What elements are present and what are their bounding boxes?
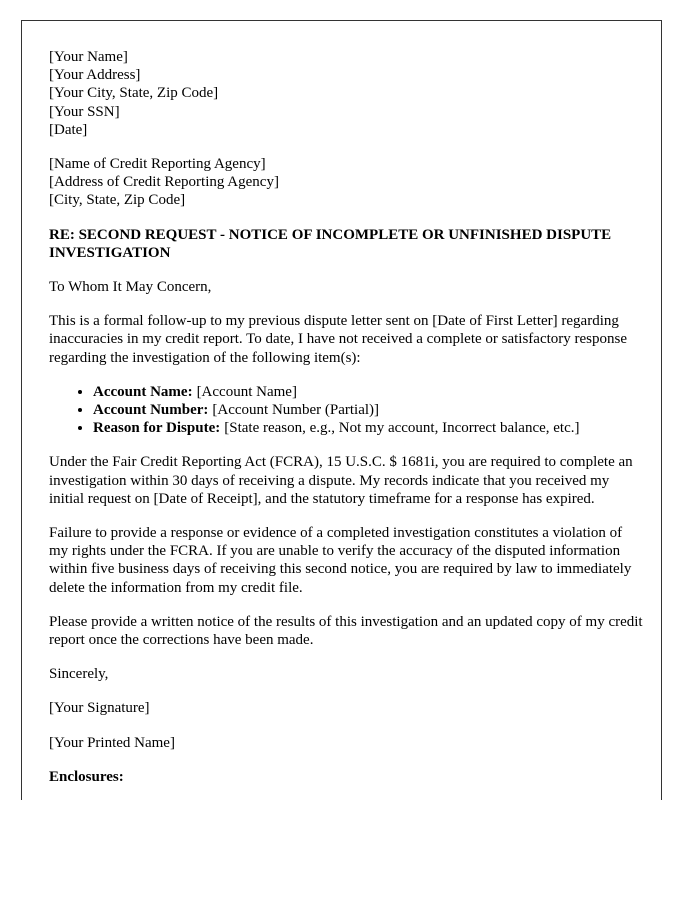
dispute-items-list — [49, 383, 643, 438]
dispute-item-label: Reason for Dispute: — [93, 420, 221, 437]
closing: Sincerely, — [49, 666, 109, 683]
dispute-item-label: Account Number: — [93, 402, 209, 419]
agency-address-line: [Address of Credit Reporting Agency] — [49, 174, 279, 191]
dispute-item-account-name — [93, 383, 643, 401]
sender-name-line: [Your Name] — [49, 49, 128, 65]
sender-address-line: [Your Address] — [49, 67, 141, 84]
dispute-item-label: Account Name: — [93, 383, 193, 400]
failure-paragraph: Failure to provide a response or evidence of a completed investigation constitutes a violation of my rights under the FCRA. If you are unable to verify the accuracy of the disputed information within five business days of receiving this second notice, you are required by law to immediately delete the information from my credit file. — [49, 525, 632, 596]
sender-city-state-zip-line: [Your City, State, Zip Code] — [49, 85, 219, 102]
subject-line: RE: SECOND REQUEST - NOTICE OF INCOMPLETE OR UNFINISHED DISPUTE INVESTIGATION — [49, 226, 612, 261]
dispute-item-value: [State reason, e.g., Not my account, Incorrect balance, etc.] — [224, 420, 580, 437]
signature-placeholder: [Your Signature] — [49, 700, 150, 717]
sender-address-block — [49, 48, 643, 139]
agency-city-state-zip-line: [City, State, Zip Code] — [49, 192, 186, 209]
dispute-item-account-number — [93, 401, 643, 419]
recipient-address-block — [49, 155, 643, 210]
sender-ssn-line: [Your SSN] — [49, 103, 120, 120]
printed-name-placeholder: [Your Printed Name] — [49, 734, 175, 751]
letter-date-line: [Date] — [49, 121, 88, 138]
dispute-item-reason — [93, 419, 643, 437]
fcra-paragraph: Under the Fair Credit Reporting Act (FCRA), 15 U.S.C. $ 1681i, you are required to complete an investigation within 30 days of receiving a dispute. My records indicate that you received my initial request on [Date of Receipt], and the statutory timeframe for a response has expired. — [49, 454, 633, 507]
dispute-item-value: [Account Number (Partial)] — [212, 402, 380, 419]
letter-page-frame — [21, 20, 662, 800]
dispute-item-value: [Account Name] — [196, 383, 297, 400]
intro-paragraph: This is a formal follow-up to my previous dispute letter sent on [Date of First Letter] regarding inaccuracies in my credit report. To date, I have not received a complete or satisfactory response regarding the investigation of the following item(s): — [49, 313, 628, 366]
salutation: To Whom It May Concern, — [49, 279, 212, 296]
enclosures-label: Enclosures: — [49, 768, 124, 785]
request-paragraph: Please provide a written notice of the results of this investigation and an updated copy of my credit report once the corrections have been made. — [49, 613, 643, 649]
agency-name-line: [Name of Credit Reporting Agency] — [49, 156, 266, 173]
letter-body — [49, 48, 643, 786]
